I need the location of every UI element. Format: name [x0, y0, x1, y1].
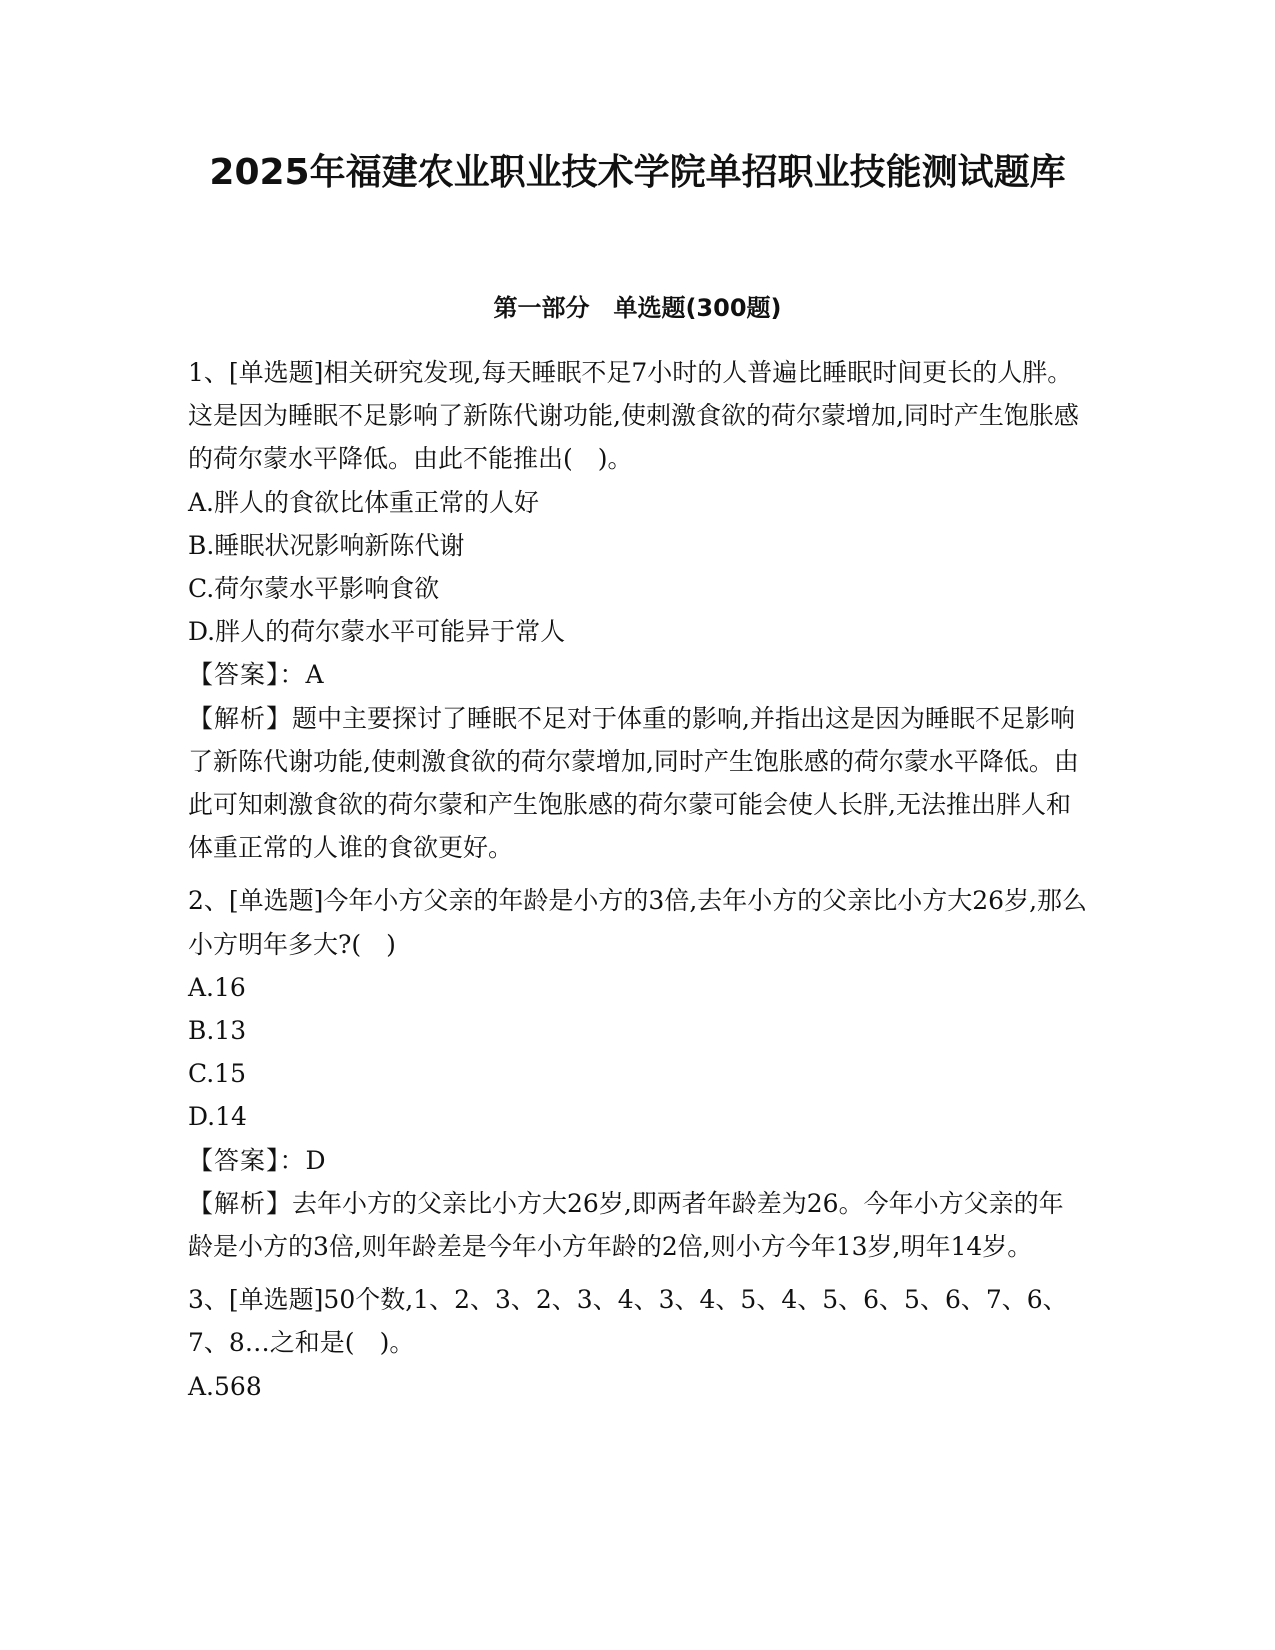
answer-value: A	[305, 660, 324, 690]
question-1	[188, 351, 1088, 869]
question-2	[188, 879, 1088, 1268]
answer-label: 【答案】：	[188, 660, 306, 690]
question-stem: 2、[单选题]今年小方父亲的年龄是小方的3倍,去年小方的父亲比小方大26岁,那么小方明年多大?( )	[188, 886, 1088, 959]
answer-line	[188, 1139, 1088, 1182]
question-stem: 3、[单选题]50个数,1、2、3、2、3、4、3、4、5、4、5、6、5、6、7、6、7、8…之和是( )。	[188, 1285, 1068, 1358]
option-b: B.睡眠状况影响新陈代谢	[188, 530, 465, 560]
explanation-text: 题中主要探讨了睡眠不足对于体重的影响,并指出这是因为睡眠不足影响了新陈代谢功能,使刺激食欲的荷尔蒙增加,同时产生饱胀感的荷尔蒙水平降低。由此可知刺激食欲的荷尔蒙和产生饱胀感的荷尔蒙可能会使人长胖,无法推出胖人和体重正常的人谁的食欲更好。	[188, 703, 1079, 863]
option-c: C.荷尔蒙水平影响食欲	[188, 574, 440, 604]
answer-label: 【答案】：	[188, 1145, 306, 1175]
explanation-line	[188, 1182, 1088, 1268]
explanation-label: 【解析】	[188, 703, 293, 733]
option-a: A.568	[188, 1371, 262, 1401]
option-d: D.胖人的荷尔蒙水平可能异于常人	[188, 617, 566, 647]
option-b: B.13	[188, 1016, 247, 1046]
answer-value: D	[305, 1145, 326, 1175]
question-list	[188, 351, 1088, 1418]
question-3	[188, 1278, 1088, 1408]
option-a: A.16	[188, 972, 246, 1002]
option-c: C.15	[188, 1059, 246, 1089]
option-a: A.胖人的食欲比体重正常的人好	[188, 487, 540, 517]
document-title: 2025年福建农业职业技术学院单招职业技能测试题库	[209, 152, 1066, 193]
question-stem: 1、[单选题]相关研究发现,每天睡眠不足7小时的人普遍比睡眠时间更长的人胖。这是因为睡眠不足影响了新陈代谢功能,使刺激食欲的荷尔蒙增加,同时产生饱胀感的荷尔蒙水平降低。由此不能推出( )。	[188, 358, 1079, 474]
explanation-label: 【解析】	[188, 1188, 293, 1218]
explanation-line	[188, 697, 1088, 870]
option-d: D.14	[188, 1102, 247, 1132]
explanation-text: 去年小方的父亲比小方大26岁,即两者年龄差为26。今年小方父亲的年龄是小方的3倍,则年龄差是今年小方年龄的2倍,则小方今年13岁,明年14岁。	[188, 1188, 1064, 1262]
section-heading: 第一部分 单选题(300题)	[493, 294, 782, 322]
answer-line	[188, 653, 1088, 696]
